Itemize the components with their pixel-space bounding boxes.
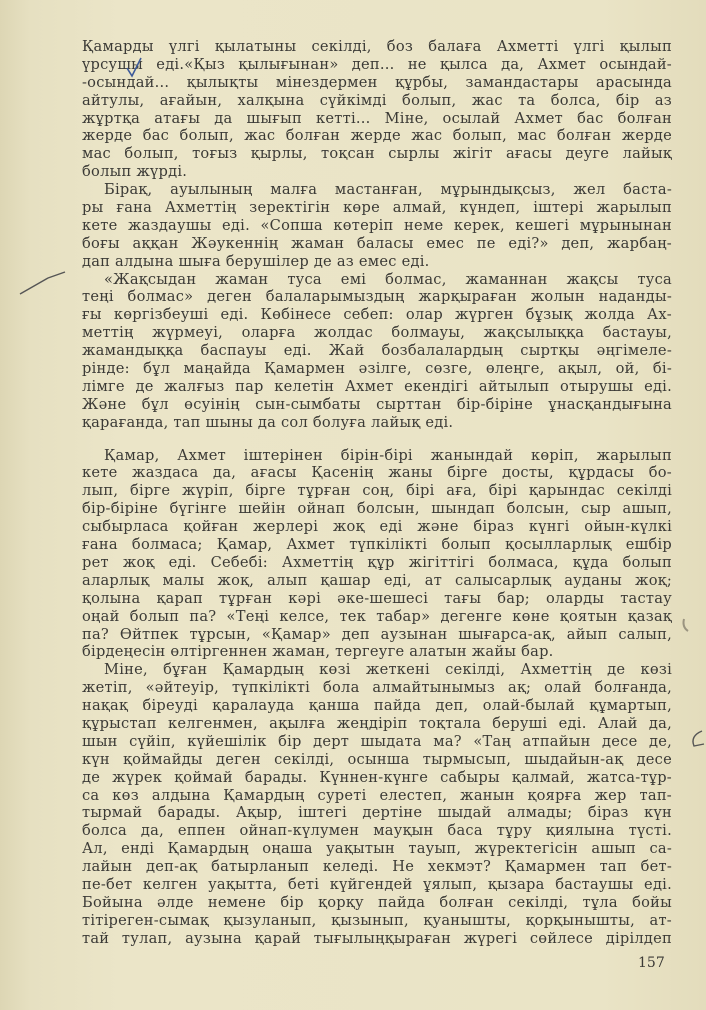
body-text bbox=[82, 38, 672, 948]
text-line: құрыстап келгенмен, ақылға жеңдіріп тоқтала беруші еді. Алай да, bbox=[82, 714, 672, 732]
text-line: үрсушы еді.«Қыз қылығынан» деп... не қылса да, Ахмет осындай- bbox=[82, 55, 672, 73]
text-line: нақақ біреуді қаралауда қанша пайда деп, олай-былай құмартып, bbox=[82, 697, 672, 715]
text-line: Қамар, Ахмет іштерінен бірін-бірі жанындай көріп, жарылып bbox=[104, 446, 672, 464]
text-line: сыбырласа қойған жерлері жоқ еді және біраз күнгі ойын-күлкі bbox=[82, 518, 672, 536]
text-line: де жүрек қоймай барады. Күннен-күнге сабыры қалмай, жатса-тұр- bbox=[82, 768, 672, 786]
text-line: Ал, енді Қамардың оңаша уақытын тауып, жүректегісін ашып са- bbox=[82, 840, 672, 858]
text-line: дап алдына шыға берушілер де аз емес еді. bbox=[82, 252, 430, 270]
text-line: қарағанда, тап шыны да сол болуға лайық еді. bbox=[82, 413, 454, 431]
text-line: қолына қарап тұрған кәрі әке-шешесі тағы бар; оларды тастау bbox=[82, 589, 672, 607]
text-line: жамандыққа баспауы еді. Жай бозбалалардың сыртқы әңгімеле- bbox=[82, 342, 672, 360]
text-line: «Жақсыдан жаман туса емі болмас, жаманнан жақсы туса bbox=[104, 270, 672, 288]
text-line: аларлық малы жоқ, алып қашар еді, ат салысарлық ауданы жоқ; bbox=[82, 571, 672, 589]
text-line: теңі болмас» деген балаларымыздың жарқыраған жолын наданды- bbox=[82, 288, 672, 306]
text-line: пе-бет келген уақытта, беті күйгендей ұялып, қызара бастаушы еді. bbox=[82, 875, 672, 893]
text-line: рет жоқ еді. Себебі: Ахметтің құр жігіттігі болмаса, құда болып bbox=[82, 553, 672, 571]
text-line: ғана болмаса; Қамар, Ахмет түпкілікті болып қосылларлық ешбір bbox=[82, 536, 672, 554]
text-line: са көз алдына Қамардың суреті елестеп, жанын қоярға жер тап- bbox=[82, 786, 672, 804]
page-number: 157 bbox=[638, 955, 665, 971]
pencil-checkmark-mark bbox=[125, 56, 145, 78]
text-line: бірдеңесін өлтіргеннен жаман, тергеуге алатын жайы бар. bbox=[82, 643, 554, 661]
text-line: лайын деп-ақ батырланып келеді. Не хекмэт? Қамармен тап бет- bbox=[82, 858, 672, 876]
text-line: тітіреген-сымақ қызуланып, қызынып, қуанышты, қорқынышты, ат- bbox=[82, 911, 672, 929]
text-line: күн қоймайды деген секілді, осынша тырмысып, шыдайын-ақ десе bbox=[82, 750, 672, 768]
text-line: шын сүйіп, күйешілік бір дерт шыдата ма? «Таң атпайын десе де, bbox=[82, 732, 672, 750]
text-line: лып, бірге жүріп, бірге тұрған соң, бірі аға, бірі қарындас секілді bbox=[82, 482, 672, 500]
text-line: бір-біріне бүгінге шейін ойнап болсын, шындап болсын, сыр ашып, bbox=[82, 500, 672, 518]
text-line: Бірақ, ауылының малға мастанған, мұрындықсыз, жел баста- bbox=[104, 181, 672, 199]
text-line: Міне, бұған Қамардың көзі жеткені секілді, Ахметтің де көзі bbox=[104, 661, 672, 679]
text-line: лімге де жалғыз пар келетін Ахмет екендігі айтылып отырушы еді. bbox=[82, 377, 672, 395]
text-line: оңай болып па? «Теңі келсе, тек табар» дегенге көне қоятын қазақ bbox=[82, 607, 672, 625]
text-line: боғы аққан Жәукеннің жаман баласы емес пе еді?» деп, жарбаң- bbox=[82, 234, 672, 252]
text-line: айтулы, ағайын, халқына сүйкімді болып, жас та болса, бір аз bbox=[82, 91, 672, 109]
text-line: Қамарды үлгі қылатыны секілді, боз балаға Ахметті үлгі қылып bbox=[82, 38, 672, 55]
pencil-margin-c-mark bbox=[688, 728, 706, 750]
text-line: Және бұл өсуінің сын-сымбаты сырттан бір-біріне ұнасқандығына bbox=[82, 395, 672, 413]
text-line: болса да, еппен ойнап-күлумен мауқын баса тұру қиялына түсті. bbox=[82, 822, 672, 840]
text-line: па? Өйтпек тұрсын, «Қамар» деп аузынан шығарса-ақ, айып салып, bbox=[82, 625, 672, 643]
text-line: рінде: бұл маңайда Қамармен әзілге, сөзге, өлеңге, ақыл, ой, бі- bbox=[82, 360, 672, 378]
text-line: тырмай барады. Ақыр, іштегі дертіне шыдай алмады; біраз күн bbox=[82, 804, 672, 822]
text-line: ры ғана Ахметтің зеректігін көре алмай, күндеп, іштері жарылып bbox=[82, 199, 672, 217]
text-line: болып жүрді. bbox=[82, 163, 188, 181]
margin-smudge-mark bbox=[680, 615, 694, 635]
text-line: жұртқа атағы да шығып кетті... Міне, осылай Ахмет бас болған bbox=[82, 109, 672, 127]
text-line: мас болып, тоғыз қырлы, тоқсан сырлы жігіт ағасы деуге лайық bbox=[82, 145, 672, 163]
pencil-margin-stroke-mark bbox=[18, 268, 68, 298]
text-line: Бойына әлде немене бір қорқу пайда болған секілді, тұла бойы bbox=[82, 893, 672, 911]
text-line: тай тулап, аузына қарай тығылыңқыраған жүрегі сөйлесе дірілдеп bbox=[82, 929, 672, 947]
text-line: -осындай... қылықты мінездермен құрбы, замандастары арасында bbox=[82, 73, 672, 91]
text-line: меттің жүрмеуі, оларға жолдас болмауы, жақсылыққа бастауы, bbox=[82, 324, 672, 342]
text-line: жетіп, «әйтеуір, түпкілікті бола алмайтынымыз ақ; олай болғанда, bbox=[82, 679, 672, 697]
text-line: жерде бас болып, жас болған жерде жас болып, мас болған жерде bbox=[82, 127, 672, 145]
text-line: кете жаздаушы еді. «Сопша көтеріп неме керек, кешегі мұрынынан bbox=[82, 216, 672, 234]
text-line: кете жаздаса да, ағасы Қасенің жаны бірге досты, құрдасы бо- bbox=[82, 464, 672, 482]
text-line: ғы көргізбеуші еді. Көбінесе себеп: олар жүрген бұзық жолда Ах- bbox=[82, 306, 672, 324]
